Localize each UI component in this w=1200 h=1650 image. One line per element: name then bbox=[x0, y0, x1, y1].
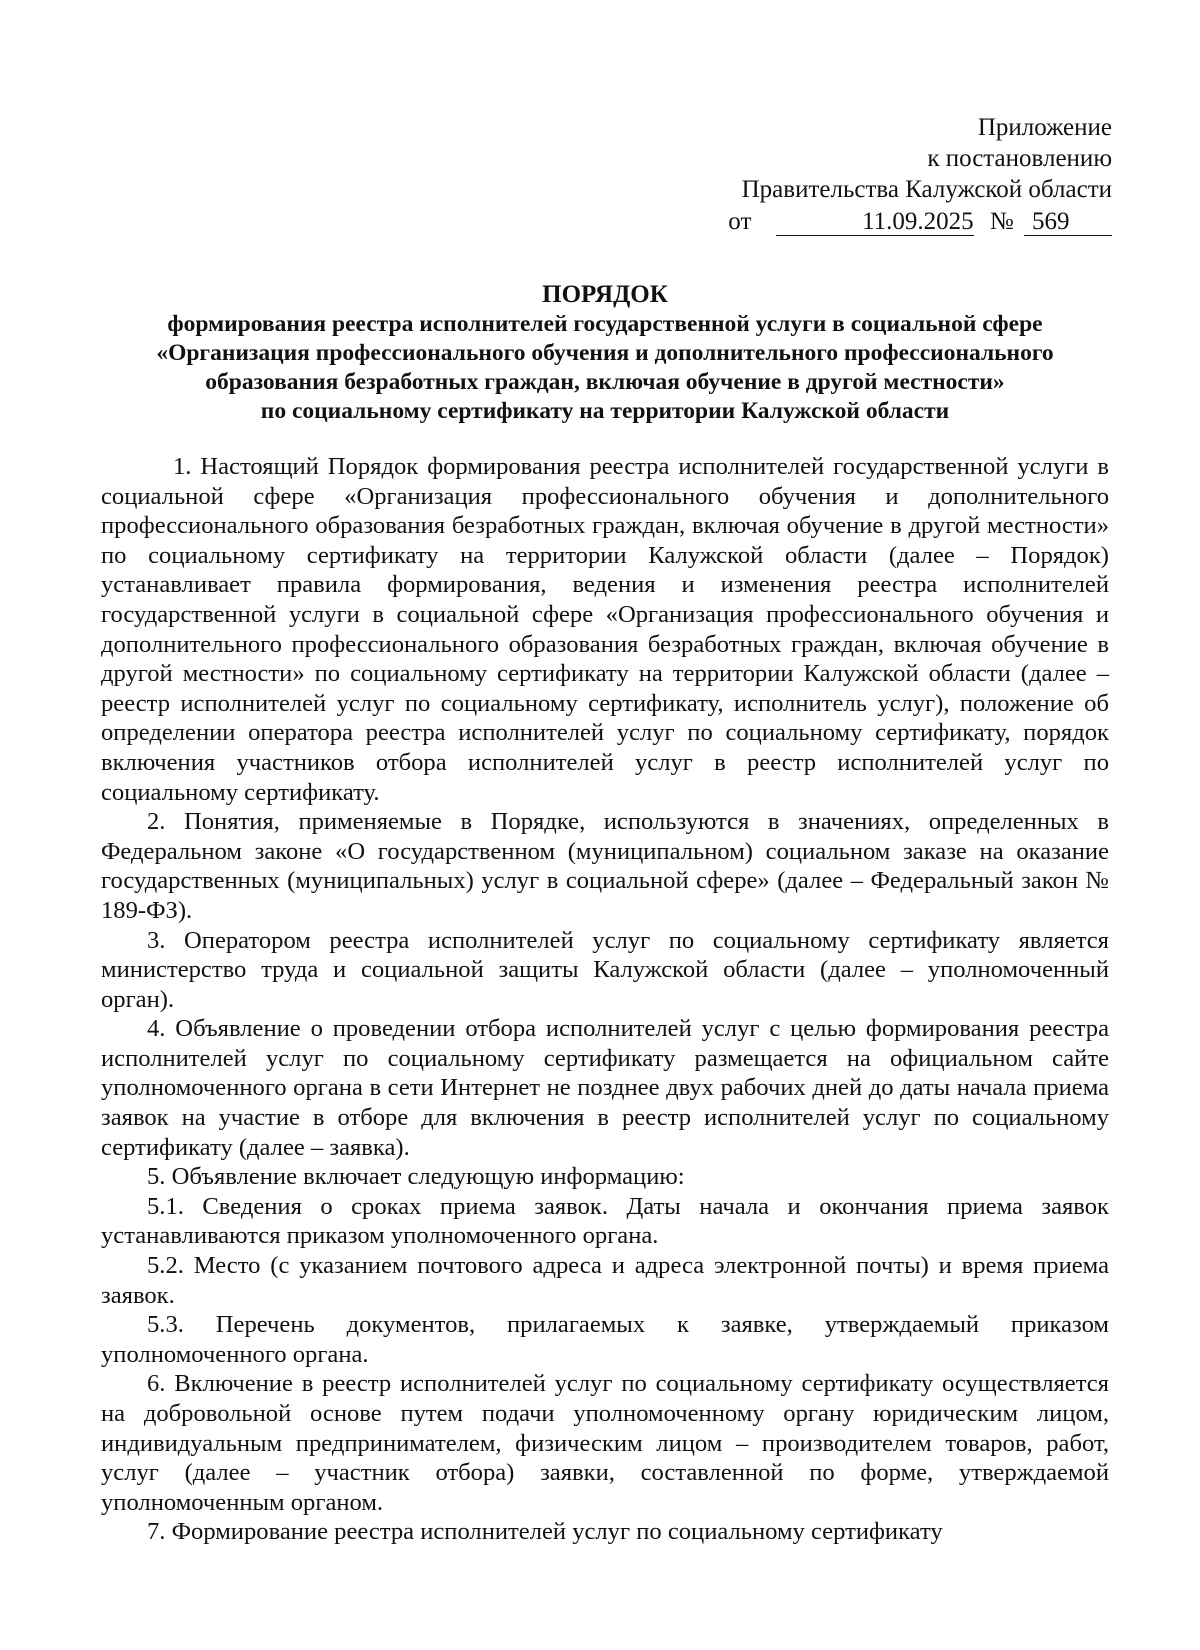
decree-date: 11.09.2025 bbox=[776, 209, 974, 236]
paragraph-2: 2. Понятия, применяемые в Порядке, используются в значениях, определенных в Федеральном законе «О государственном (муниципальном) социальном заказе на оказание государственных (муниципальных) услуг в социальной сфере» (далее – Федеральный закон № 189-ФЗ). bbox=[101, 808, 1109, 924]
appendix-label: Приложение bbox=[977, 114, 1112, 141]
paragraph-3: 3. Оператором реестра исполнителей услуг по социальному сертификату является министерство труда и социальной защиты Калужской области (далее – уполномоченный орган). bbox=[101, 926, 1109, 1013]
from-label: от bbox=[728, 208, 752, 235]
document-body bbox=[101, 452, 1109, 1547]
appendix-government: Правительства Калужской области bbox=[741, 176, 1112, 203]
title-line-2: «Организация профессионального обучения и дополнительного профессионального bbox=[156, 340, 1054, 366]
appendix-header bbox=[728, 112, 1112, 237]
decree-number: 569 bbox=[1024, 209, 1112, 236]
title-main: ПОРЯДОК bbox=[542, 281, 668, 308]
paragraph-4: 4. Объявление о проведении отбора исполнителей услуг с целью формирования реестра исполнителей услуг по социальному сертификату размещается на официальном сайте уполномоченного органа в сети Интернет не позднее двух рабочих дней до даты начала приема заявок на участие в отборе для включения в реестр исполнителей услуг по социальному сертификату (далее – заявка). bbox=[101, 1015, 1109, 1161]
paragraph-5-2: 5.2. Место (с указанием почтового адреса и адреса электронной почты) и время приема заявок. bbox=[101, 1252, 1109, 1309]
number-label: № bbox=[989, 208, 1014, 235]
paragraph-5-3: 5.3. Перечень документов, прилагаемых к заявке, утверждаемый приказом уполномоченного органа. bbox=[101, 1311, 1109, 1368]
decree-date-number bbox=[728, 206, 1112, 237]
paragraph-1: 1. Настоящий Порядок формирования реестра исполнителей государственной услуги в социальной сфере «Организация профессионального обучения и дополнительного профессионального образования безработных граждан, включая обучение в другой местности» по социальному сертификату на территории Калужской области (далее – Порядок) устанавливает правила формирования, ведения и изменения реестра исполнителей государственной услуги в социальной сфере «Организация профессионального обучения и дополнительного профессионального образования безработных граждан, включая обучение в другой местности» по социальному сертификату на территории Калужской области (далее – реестр исполнителей услуг по социальному сертификату, исполнитель услуг), положение об определении оператора реестра исполнителей услуг по социальному сертификату, порядок включения участников отбора исполнителей услуг в реестр исполнителей услуг по социальному сертификату. bbox=[101, 453, 1109, 806]
paragraph-6: 6. Включение в реестр исполнителей услуг по социальному сертификату осуществляется на добровольной основе путем подачи уполномоченному органу юридическим лицом, индивидуальным предпринимателем, физическим лицом – производителем товаров, работ, услуг (далее – участник отбора) заявки, составленной по форме, утверждаемой уполномоченным органом. bbox=[101, 1370, 1109, 1516]
title-line-4: по социальному сертификату на территории Калужской области bbox=[260, 398, 950, 424]
title-line-1: формирования реестра исполнителей государственной услуги в социальной сфере bbox=[167, 311, 1043, 337]
document-title bbox=[100, 280, 1110, 426]
title-line-3: образования безработных граждан, включая обучение в другой местности» bbox=[205, 369, 1005, 395]
appendix-decree-ref: к постановлению bbox=[927, 145, 1112, 172]
paragraph-5: 5. Объявление включает следующую информацию: bbox=[147, 1163, 685, 1191]
paragraph-5-1: 5.1. Сведения о сроках приема заявок. Даты начала и окончания приема заявок устанавливаются приказом уполномоченного органа. bbox=[101, 1192, 1109, 1250]
paragraph-7: 7. Формирование реестра исполнителей услуг по социальному сертификату bbox=[147, 1518, 943, 1546]
